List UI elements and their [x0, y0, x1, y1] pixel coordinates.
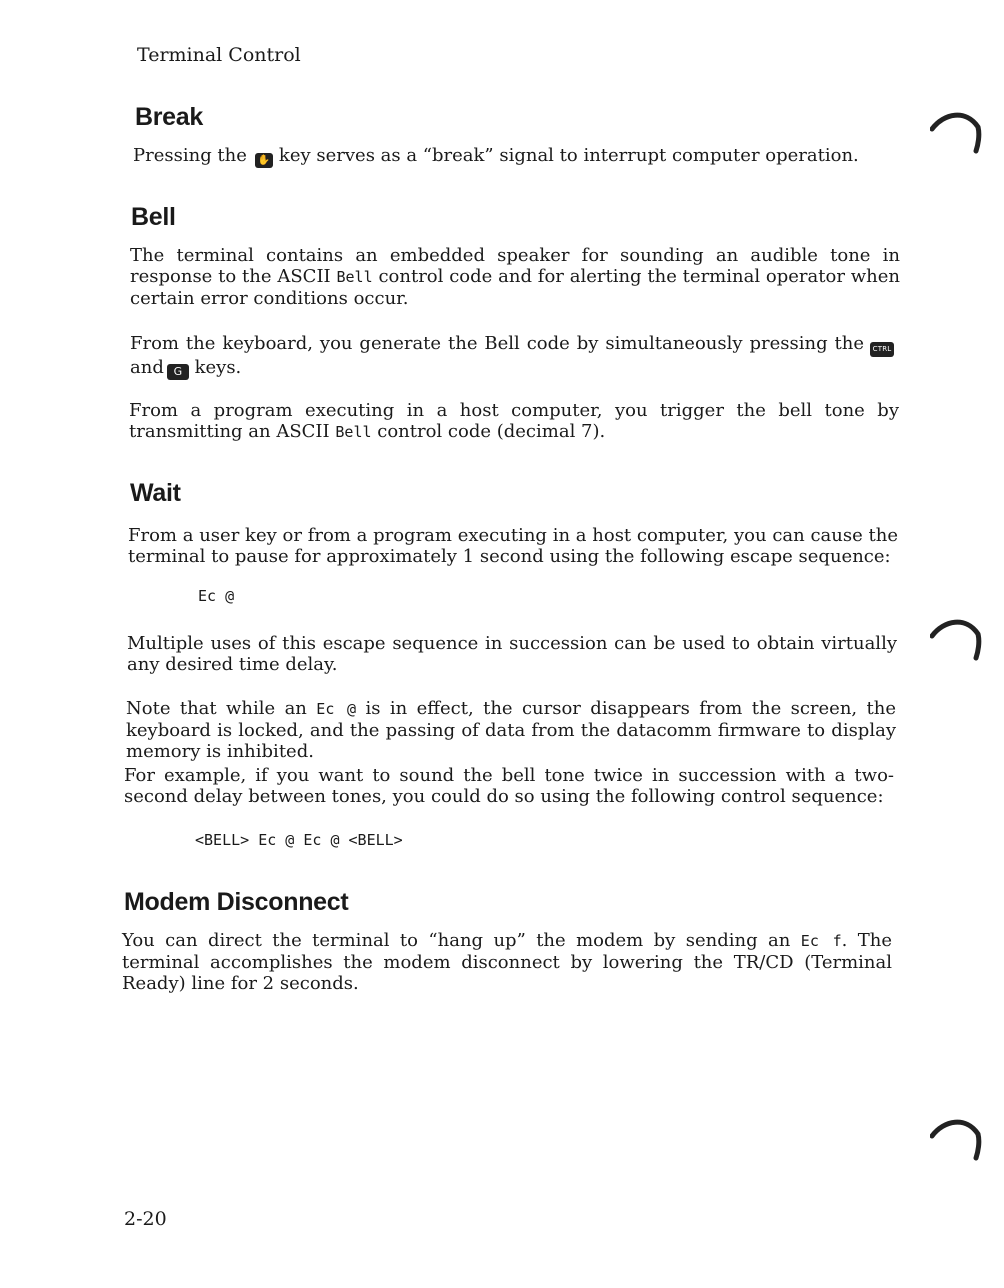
- binder-mark-icon: [930, 612, 986, 662]
- wait-p3-text-b: is in effect, the cursor disappears from the screen, the keyboard is locked, and the passing of data from the datacomm firmware to display memory is inhibited.: [126, 698, 897, 762]
- bell-heading: Bell: [131, 203, 176, 231]
- bell-paragraph-3: [129, 400, 899, 443]
- bell-code-2: Bell: [335, 423, 372, 441]
- binder-mark-icon: [930, 105, 986, 155]
- wait-p3-text-a: Note that while an: [126, 698, 307, 719]
- running-head: Terminal Control: [137, 44, 301, 66]
- bell-paragraph-1: [130, 245, 900, 309]
- bell-p1-text-b: control code and for alerting the terminal operator when certain error conditions occur.: [130, 266, 900, 309]
- bell-sequence-code: <BELL> Ec @ Ec @ <BELL>: [195, 831, 403, 849]
- bell-p2-and: and: [130, 357, 164, 378]
- bell-p1-text-a: The terminal contains an embedded speaker for sounding an audible tone in response to the ASCII: [130, 245, 900, 287]
- break-heading: Break: [135, 103, 203, 131]
- page-number: 2-20: [124, 1208, 167, 1230]
- break-paragraph: [133, 145, 903, 168]
- modem-heading: Modem Disconnect: [124, 888, 349, 916]
- bell-code: Bell: [336, 268, 373, 286]
- bell-paragraph-2: [130, 333, 900, 380]
- break-text-after: key serves as a “break” signal to interrupt computer operation.: [278, 145, 859, 166]
- g-key-icon: G: [167, 364, 189, 380]
- wait-paragraph-2: Multiple uses of this escape sequence in succession can be used to obtain virtually any desired time delay.: [127, 633, 897, 675]
- binder-mark-icon: [930, 1112, 986, 1162]
- break-text-before: Pressing the: [133, 145, 247, 166]
- wait-paragraph-3: [126, 698, 896, 762]
- bell-p3-text-b: control code (decimal 7).: [377, 421, 606, 442]
- wait-paragraph-1: From a user key or from a program executing in a host computer, you can cause the terminal to pause for approximately 1 second using the following escape sequence:: [128, 525, 898, 567]
- ctrl-key-icon: CTRL: [870, 342, 894, 357]
- bell-p2-text-a: From the keyboard, you generate the Bell code by simultaneously pressing the: [130, 333, 864, 354]
- wait-heading: Wait: [130, 479, 181, 507]
- wait-code-example: Ec @: [198, 587, 235, 605]
- hand-stop-icon: ✋: [255, 153, 273, 168]
- wait-paragraph-4: For example, if you want to sound the bell tone twice in succession with a two-second delay between tones, you could do so using the following control sequence:: [124, 765, 894, 807]
- modem-text-b: . The terminal accomplishes the modem disconnect by lowering the TR/CD (Terminal Ready) line for 2 seconds.: [122, 930, 893, 994]
- bell-p3-text-a: From a program executing in a host computer, you trigger the bell tone by transmitting an ASCII: [129, 400, 899, 442]
- bell-p2-text-b: keys.: [194, 357, 242, 378]
- modem-code: Ec f: [800, 932, 842, 950]
- wait-p3-code: Ec @: [316, 700, 357, 718]
- modem-paragraph: [122, 930, 892, 994]
- modem-text-a: You can direct the terminal to “hang up” the modem by sending an: [122, 930, 791, 951]
